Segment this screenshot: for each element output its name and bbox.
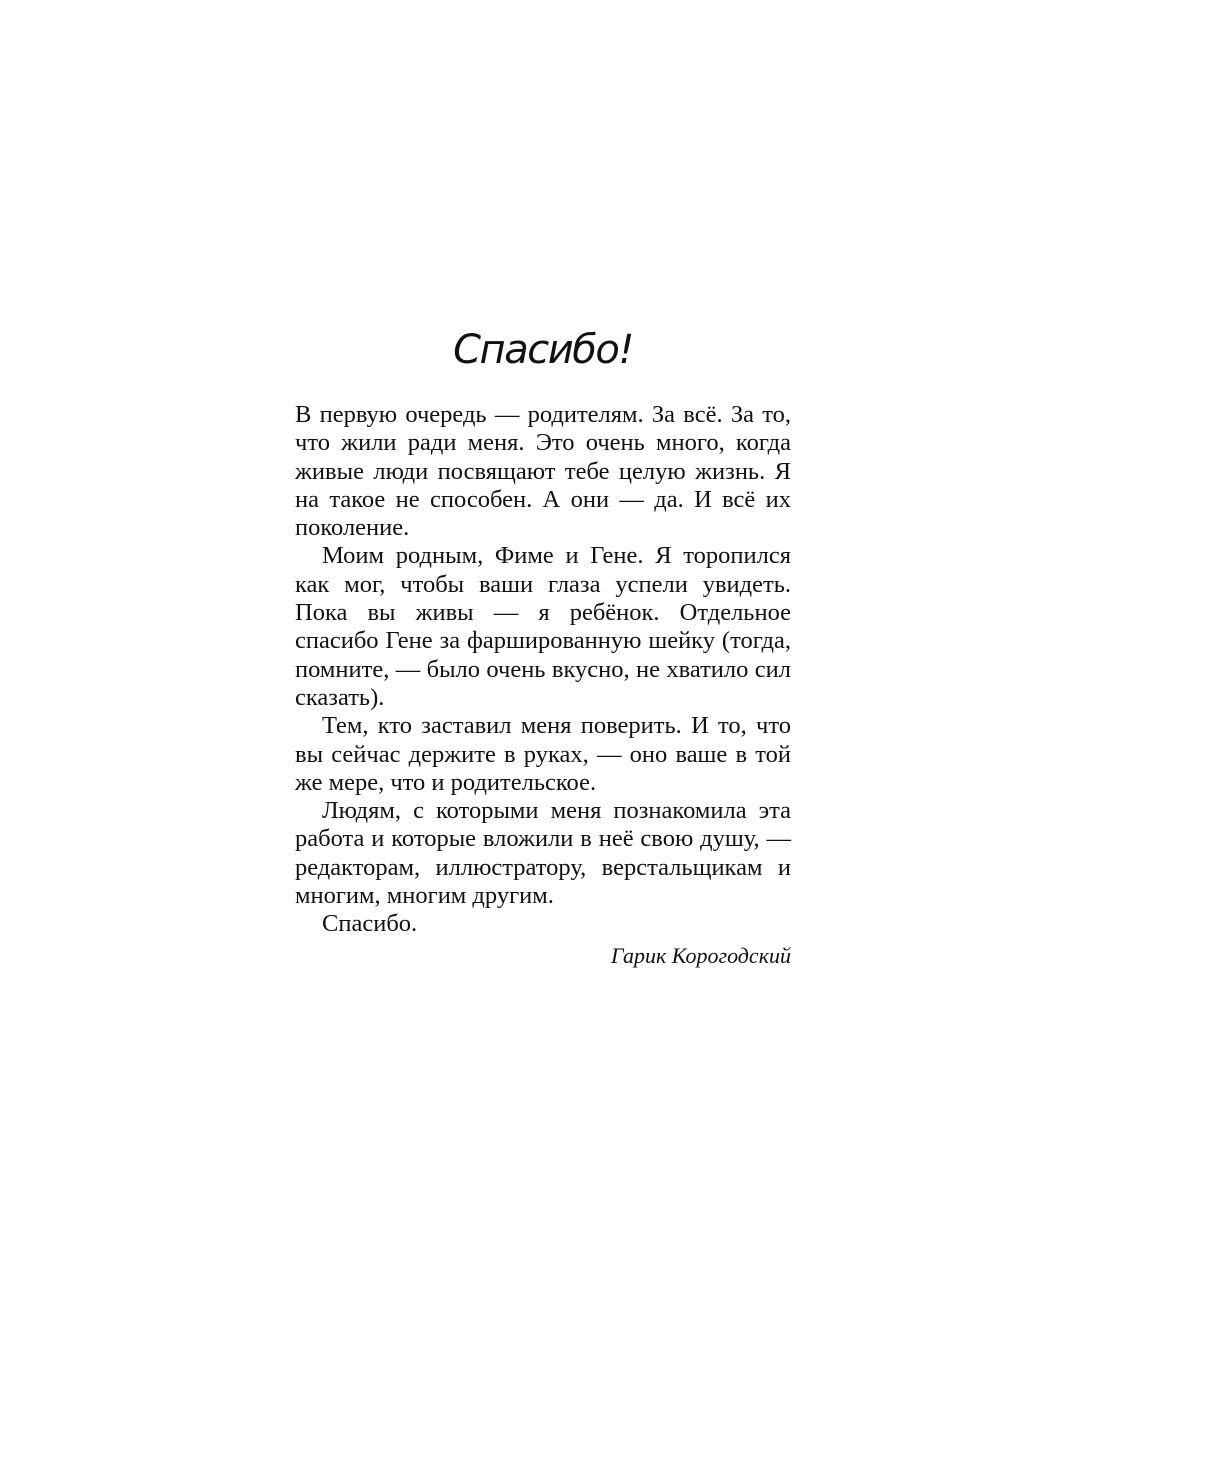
paragraph-thanks: Спасибо. xyxy=(322,910,418,938)
page-title: Спасибо! xyxy=(453,327,633,373)
acknowledgements-body xyxy=(295,401,791,939)
paragraph-team: Людям, с которыми меня познакомила эта работа и которые вложили в неё свою душу, — редакторам, иллюстратору, верстальщикам и многим, многим другим. xyxy=(295,797,791,910)
paragraph-believers: Тем, кто заставил меня поверить. И то, что вы сейчас держите в руках, — оно ваше в той же мере, что и родительское. xyxy=(295,712,791,796)
paragraph-relatives: Моим родным, Фиме и Гене. Я торопился как мог, чтобы ваши глаза успели увидеть. Пока вы живы — я ребёнок. Отдельное спасибо Гене за фаршированную шейку (тогда, помните, — было очень вкусно, не хватило сил сказать). xyxy=(295,542,791,711)
paragraph-parents: В первую очередь — родителям. За всё. За то, что жили ради меня. Это очень много, когда живые люди посвящают тебе целую жизнь. Я на такое не способен. А они — да. И всё их поколение. xyxy=(295,401,791,542)
author-signature: Гарик Корогодский xyxy=(610,943,791,968)
